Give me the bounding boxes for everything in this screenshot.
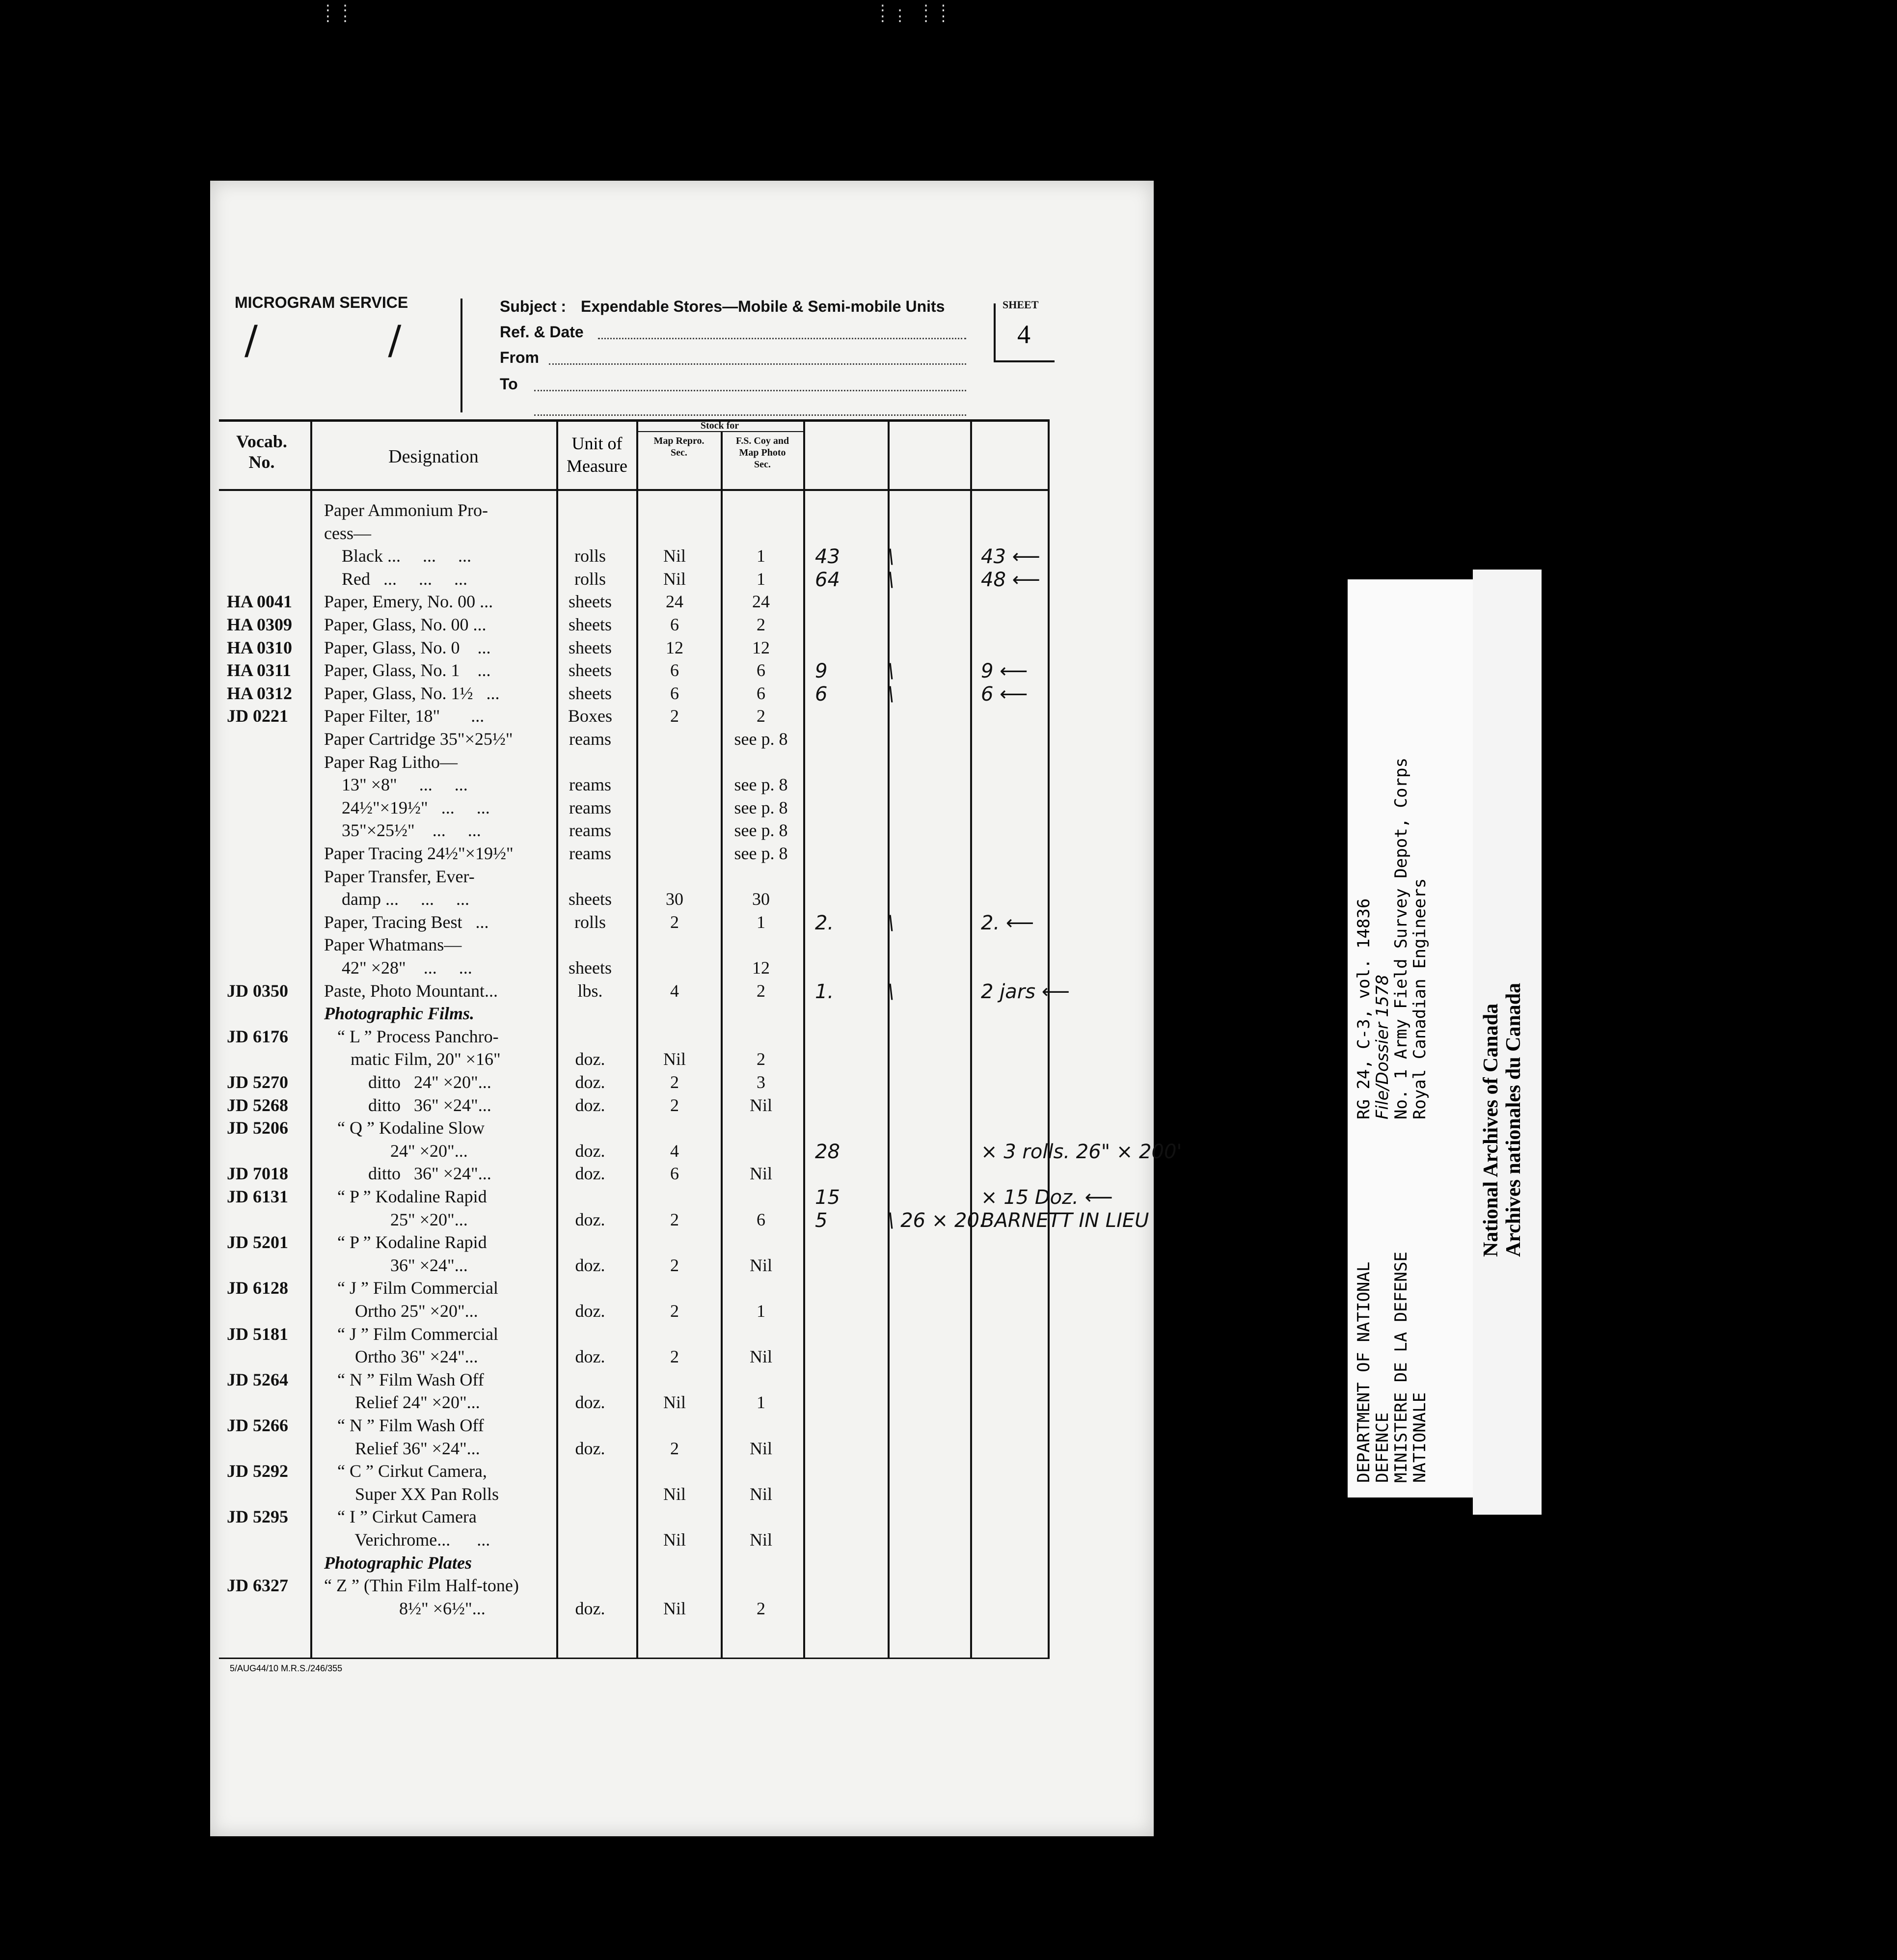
vocab-number: JD 6128: [227, 1278, 288, 1298]
designation: matic Film, 20" ×16": [324, 1049, 501, 1069]
table-row: [210, 545, 1154, 569]
stock-fs-coy: 2: [757, 615, 765, 634]
unit-of-measure: sheets: [569, 637, 612, 657]
stock-map-repro: 2: [670, 1301, 679, 1321]
table-row: [210, 866, 1154, 889]
designation: 35"×25½" ... ...: [324, 820, 481, 841]
handwritten-note: 2. ⟵: [981, 911, 1034, 934]
stock-fs-coy: 30: [752, 889, 770, 909]
designation: Relief 36" ×24"...: [324, 1438, 480, 1458]
table-row: [210, 820, 1154, 843]
designation: “ N ” Film Wash Off: [324, 1416, 484, 1435]
handwritten-count: 15: [815, 1186, 840, 1209]
table-row: [210, 1506, 1154, 1529]
unit-of-measure: sheets: [569, 660, 612, 681]
unit-of-measure: rolls: [574, 546, 606, 566]
stock-fs-coy: 2: [757, 980, 765, 1001]
stock-map-repro: Nil: [663, 569, 686, 589]
handwritten-count: 43: [815, 545, 840, 569]
designation: “ J ” Film Commercial: [324, 1324, 498, 1344]
stock-map-repro: 6: [670, 615, 679, 634]
stock-fs-coy: 3: [757, 1072, 765, 1092]
designation: “ I ” Cirkut Camera: [324, 1507, 477, 1527]
designation: 24" ×20"...: [324, 1141, 468, 1161]
table-row: [210, 1049, 1154, 1072]
unit-of-measure: doz.: [575, 1141, 605, 1161]
ref-date-label: Ref. & Date: [500, 323, 584, 341]
archive-reference-label: [1348, 579, 1475, 1497]
designation: 42" ×28" ... ...: [324, 958, 472, 978]
table-row: [210, 1301, 1154, 1324]
stock-fs-coy: 24: [752, 592, 770, 612]
table-row: [210, 774, 1154, 797]
stock-map-repro: Nil: [663, 1484, 686, 1504]
handwritten-note: BARNETT IN LIEU: [981, 1209, 1149, 1232]
stock-fs-coy: 2: [757, 706, 765, 726]
stock-fs-coy: Nil: [749, 1484, 772, 1504]
table-row: [210, 1575, 1154, 1598]
handwritten-check: \ 26 × 20.: [888, 1209, 986, 1232]
stock-fs-coy: see p. 8: [734, 820, 788, 841]
handwritten-note: 48 ⟵: [981, 568, 1040, 591]
vocab-number: HA 0041: [227, 592, 293, 612]
stock-map-repro: Nil: [663, 1049, 686, 1069]
unit-of-measure: sheets: [569, 683, 612, 703]
stock-fs-coy: Nil: [749, 1347, 772, 1367]
table-row: [210, 1346, 1154, 1369]
table-row: [210, 889, 1154, 912]
file-reference: RG 24, C-3, vol. 14836 File/Dossier 1578 No. 1 Army Field Survey Depot, Corps Royal Canadian Engineers: [1354, 758, 1430, 1119]
vocab-number: JD 5266: [227, 1416, 288, 1435]
stock-map-repro: Nil: [663, 1392, 686, 1413]
table-row: [210, 912, 1154, 935]
designation: Photographic Films.: [324, 1004, 475, 1024]
table-row: [210, 591, 1154, 614]
designation: Paper Tracing 24½"×19½": [324, 844, 514, 863]
stock-fs-coy: 6: [757, 1209, 765, 1229]
vocab-number: JD 5270: [227, 1072, 288, 1092]
table-row: [210, 1598, 1154, 1621]
stock-map-repro: Nil: [663, 1598, 686, 1618]
stock-fs-coy: Nil: [749, 1255, 772, 1275]
designation: Paper, Glass, No. 1 ...: [324, 660, 491, 681]
table-row: [210, 1552, 1154, 1576]
stock-fs-coy: 1: [757, 569, 765, 589]
table-row: [210, 523, 1154, 546]
vocab-number: HA 0310: [227, 637, 293, 657]
col-designation-header: Designation: [388, 446, 479, 467]
stores-table-body: [210, 500, 1182, 1654]
table-row: [210, 1003, 1154, 1026]
stock-fs-coy: Nil: [749, 1530, 772, 1550]
table-row: [210, 1117, 1154, 1141]
stock-map-repro: 2: [670, 1095, 679, 1115]
stock-fs-coy: Nil: [749, 1164, 772, 1184]
designation: Relief 24" ×20"...: [324, 1392, 480, 1413]
col-vocab-header: Vocab. No.: [236, 432, 287, 472]
dept-label: DEPARTMENT OF NATIONAL DEFENCE MINISTERE DE LA DEFENSE NATIONALE: [1354, 1252, 1430, 1483]
stock-map-repro: 6: [670, 683, 679, 703]
vocab-number: JD 5181: [227, 1324, 288, 1344]
col-unit-header: Unit of Measure: [567, 434, 627, 476]
designation: 13" ×8" ... ...: [324, 775, 468, 795]
table-row: [210, 1186, 1154, 1209]
stock-fs-coy: 12: [752, 958, 770, 978]
designation: 24½"×19½" ... ...: [324, 797, 490, 817]
unit-of-measure: sheets: [569, 592, 612, 612]
table-row: [210, 1163, 1154, 1186]
vocab-number: JD 6176: [227, 1026, 288, 1046]
designation: Ortho 36" ×24"...: [324, 1347, 478, 1367]
stock-fs-coy: Nil: [749, 1095, 772, 1115]
handwritten-note: × 3 rolls. 26" × 200': [981, 1140, 1182, 1163]
stock-map-repro: 2: [670, 1072, 679, 1092]
designation: Paper Whatmans—: [324, 935, 462, 955]
designation: ditto 24" ×20"...: [324, 1072, 491, 1092]
table-row: [210, 843, 1154, 866]
vocab-number: JD 6131: [227, 1187, 288, 1206]
table-row: [210, 797, 1154, 820]
stock-map-repro: 24: [666, 592, 683, 612]
unit-of-measure: sheets: [569, 615, 612, 634]
vocab-number: JD 0350: [227, 980, 288, 1001]
unit-of-measure: doz.: [575, 1347, 605, 1367]
subject-value: Expendable Stores—Mobile & Semi-mobile Units: [581, 298, 945, 315]
table-row: [210, 729, 1154, 752]
to-label: To: [500, 375, 518, 393]
handwritten-check: \: [888, 568, 894, 591]
unit-of-measure: reams: [569, 797, 611, 817]
vocab-number: HA 0311: [227, 660, 292, 681]
stock-fs-coy: 2: [757, 1049, 765, 1069]
col-fs-coy-header: F.S. Coy and Map Photo Sec.: [735, 436, 789, 470]
unit-of-measure: doz.: [575, 1301, 605, 1321]
table-row: [210, 500, 1154, 523]
unit-of-measure: rolls: [574, 912, 606, 932]
document-sheet: [210, 181, 1182, 1836]
table-row: [210, 1095, 1154, 1118]
stock-fs-coy: 6: [757, 683, 765, 703]
table-row: [210, 683, 1154, 706]
table-row: [210, 1255, 1154, 1278]
stock-map-repro: 2: [670, 1209, 679, 1229]
table-row: [210, 1209, 1154, 1232]
stock-map-repro: 2: [670, 912, 679, 932]
designation: damp ... ... ...: [324, 889, 469, 909]
stock-fs-coy: see p. 8: [734, 775, 788, 795]
stock-map-repro: 4: [670, 1141, 679, 1161]
designation: 36" ×24"...: [324, 1255, 468, 1275]
table-row: [210, 1392, 1154, 1415]
unit-of-measure: reams: [569, 844, 611, 863]
handwritten-check: \: [888, 911, 894, 934]
designation: Paper Rag Litho—: [324, 752, 458, 772]
stock-map-repro: 4: [670, 980, 679, 1001]
stock-fs-coy: 6: [757, 660, 765, 681]
designation: Paste, Photo Mountant...: [324, 980, 498, 1001]
designation: “ Q ” Kodaline Slow: [324, 1118, 485, 1138]
service-title: MICROGRAM SERVICE: [235, 294, 408, 311]
vocab-number: JD 6327: [227, 1576, 288, 1596]
film-edge-marks-left: : : : :: [324, 0, 350, 26]
designation: Paper Cartridge 35"×25½": [324, 729, 513, 749]
vocab-number: JD 5264: [227, 1369, 288, 1389]
stock-map-repro: Nil: [663, 1530, 686, 1550]
designation: Ortho 25" ×20"...: [324, 1301, 478, 1321]
handwritten-count: 64: [815, 568, 840, 591]
stock-fs-coy: see p. 8: [734, 797, 788, 817]
sheet-number: 4: [1017, 320, 1030, 349]
designation: “ P ” Kodaline Rapid: [324, 1187, 487, 1206]
archives-name: National Archives of Canada Archives nationales du Canada: [1480, 982, 1525, 1257]
designation: Paper, Glass, No. 1½ ...: [324, 683, 500, 703]
handwritten-note: 43 ⟵: [981, 545, 1040, 569]
unit-of-measure: doz.: [575, 1164, 605, 1184]
designation: Black ... ... ...: [324, 546, 471, 566]
designation: “ C ” Cirkut Camera,: [324, 1461, 487, 1481]
unit-of-measure: doz.: [575, 1392, 605, 1413]
sheet-label: SHEET: [1003, 299, 1039, 311]
table-row: [210, 1324, 1154, 1347]
unit-of-measure: doz.: [575, 1049, 605, 1069]
stock-map-repro: 12: [666, 637, 683, 657]
unit-of-measure: doz.: [575, 1438, 605, 1458]
national-archives-stamp: [1473, 570, 1542, 1515]
stock-fs-coy: 12: [752, 637, 770, 657]
table-row: [210, 1278, 1154, 1301]
handwritten-note: 6 ⟵: [981, 682, 1028, 706]
stock-fs-coy: see p. 8: [734, 844, 788, 863]
designation: 25" ×20"...: [324, 1209, 468, 1229]
vocab-number: JD 0221: [227, 706, 288, 726]
designation: Verichrome... ...: [324, 1530, 490, 1550]
stock-map-repro: 6: [670, 660, 679, 681]
unit-of-measure: rolls: [574, 569, 606, 589]
table-row: [210, 980, 1154, 1004]
vocab-number: JD 5268: [227, 1095, 288, 1115]
table-row: [210, 614, 1154, 637]
stock-map-repro: Nil: [663, 546, 686, 566]
vocab-number: JD 5295: [227, 1507, 288, 1527]
designation: Paper Filter, 18" ...: [324, 706, 485, 726]
handwritten-note: 2 jars ⟵: [981, 980, 1070, 1003]
designation: Red ... ... ...: [324, 569, 467, 589]
table-row: [210, 1529, 1154, 1552]
table-row: [210, 1415, 1154, 1438]
vocab-number: JD 5206: [227, 1118, 288, 1138]
designation: Paper, Glass, No. 00 ...: [324, 615, 487, 634]
handwritten-check: \: [888, 980, 894, 1003]
unit-of-measure: sheets: [569, 889, 612, 909]
designation: “ J ” Film Commercial: [324, 1278, 498, 1298]
handwritten-note: 9 ⟵: [981, 660, 1028, 683]
from-label: From: [500, 349, 539, 366]
stock-fs-coy: 1: [757, 912, 765, 932]
table-row: [210, 1461, 1154, 1484]
col-stock-for-header: Stock for: [700, 420, 739, 431]
designation: cess—: [324, 523, 371, 543]
table-row: [210, 934, 1154, 957]
unit-of-measure: sheets: [569, 958, 612, 978]
designation: “ L ” Process Panchro-: [324, 1026, 499, 1046]
subject-label: Subject :: [500, 298, 567, 315]
table-row: [210, 706, 1154, 729]
designation: Paper Ammonium Pro-: [324, 500, 488, 520]
designation: “ N ” Film Wash Off: [324, 1369, 484, 1389]
table-row: [210, 660, 1154, 683]
designation: Paper, Glass, No. 0 ...: [324, 637, 491, 657]
stock-map-repro: 6: [670, 1164, 679, 1184]
handwritten-count: 9: [815, 660, 828, 683]
handwritten-check: \: [888, 682, 894, 706]
unit-of-measure: reams: [569, 729, 611, 749]
stock-fs-coy: 1: [757, 1392, 765, 1413]
handwritten-count: 28: [815, 1140, 840, 1163]
unit-of-measure: Boxes: [568, 706, 612, 726]
stock-fs-coy: 1: [757, 546, 765, 566]
designation: Paper Transfer, Ever-: [324, 866, 475, 886]
designation: “ Z ” (Thin Film Half-tone): [324, 1576, 519, 1596]
unit-of-measure: reams: [569, 775, 611, 795]
vocab-number: JD 5201: [227, 1232, 288, 1252]
table-row: [210, 1232, 1154, 1255]
designation: ditto 36" ×24"...: [324, 1164, 491, 1184]
service-marks: / /: [244, 317, 461, 363]
table-row: [210, 1140, 1182, 1164]
stock-fs-coy: see p. 8: [734, 729, 788, 749]
designation: Paper, Emery, No. 00 ...: [324, 592, 493, 612]
table-row: [210, 752, 1154, 775]
vocab-number: HA 0312: [227, 683, 293, 703]
table-row: [210, 1369, 1154, 1392]
designation: 8½" ×6½"...: [324, 1598, 486, 1618]
designation: ditto 36" ×24"...: [324, 1095, 491, 1115]
designation: Photographic Plates: [324, 1552, 472, 1573]
form-code: 5/AUG44/10 M.R.S./246/355: [230, 1663, 343, 1673]
stock-fs-coy: 1: [757, 1301, 765, 1321]
table-row: [210, 957, 1154, 980]
unit-of-measure: doz.: [575, 1598, 605, 1618]
unit-of-measure: doz.: [575, 1255, 605, 1275]
unit-of-measure: doz.: [575, 1095, 605, 1115]
table-row: [210, 1484, 1154, 1507]
vocab-number: JD 5292: [227, 1461, 288, 1481]
vocab-number: JD 7018: [227, 1164, 288, 1184]
handwritten-check: \: [888, 545, 894, 569]
stock-map-repro: 30: [666, 889, 683, 909]
designation: Paper, Tracing Best ...: [324, 912, 489, 932]
table-row: [210, 1438, 1154, 1461]
col-map-repro-header: Map Repro. Sec.: [653, 436, 705, 458]
handwritten-count: 1.: [815, 980, 834, 1003]
handwritten-note: × 15 Doz. ⟵: [981, 1186, 1113, 1209]
designation: “ P ” Kodaline Rapid: [324, 1232, 487, 1252]
stock-map-repro: 2: [670, 706, 679, 726]
table-row: [210, 637, 1154, 660]
unit-of-measure: doz.: [575, 1209, 605, 1229]
film-edge-marks-right: : . : : : : : :: [879, 0, 948, 26]
table-row: [210, 569, 1154, 592]
stock-fs-coy: 2: [757, 1598, 765, 1618]
table-row: [210, 1072, 1154, 1095]
unit-of-measure: reams: [569, 820, 611, 841]
stock-map-repro: 2: [670, 1255, 679, 1275]
handwritten-count: 5: [815, 1209, 828, 1232]
table-row: [210, 1026, 1154, 1049]
handwritten-count: 6: [815, 682, 828, 706]
unit-of-measure: lbs.: [577, 980, 603, 1001]
stock-map-repro: 2: [670, 1347, 679, 1367]
vocab-number: HA 0309: [227, 615, 293, 634]
stock-fs-coy: Nil: [749, 1438, 772, 1458]
handwritten-count: 2.: [815, 911, 834, 934]
unit-of-measure: doz.: [575, 1072, 605, 1092]
handwritten-check: \: [888, 660, 894, 683]
stock-map-repro: 2: [670, 1438, 679, 1458]
designation: Super XX Pan Rolls: [324, 1484, 499, 1504]
